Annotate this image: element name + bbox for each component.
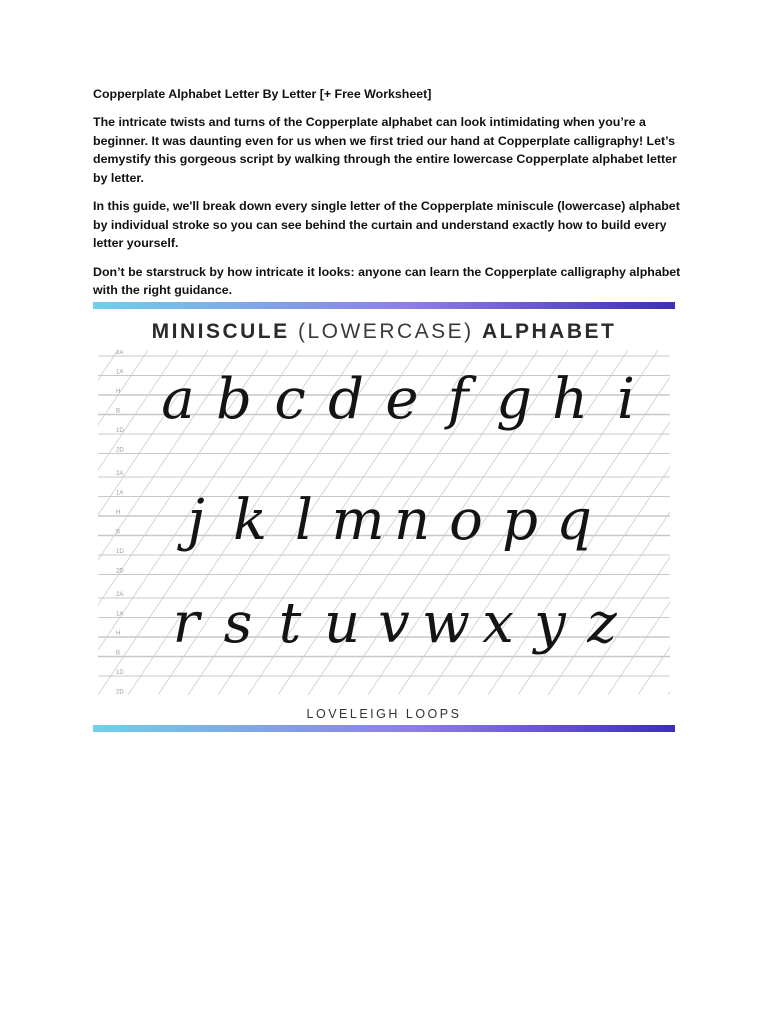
- letter-h: h: [551, 367, 589, 432]
- gradient-bar-bottom: [93, 725, 675, 732]
- letter-u: u: [323, 591, 361, 656]
- guide-label: 2A: [116, 592, 124, 598]
- guide-label: B: [116, 529, 121, 536]
- letter-p: p: [502, 488, 538, 553]
- letter-w: w: [422, 591, 470, 656]
- guide-label: 2A: [116, 350, 124, 356]
- figure-title-part-3: ALPHABET: [482, 320, 617, 343]
- letter-t: t: [278, 591, 302, 656]
- letter-i: i: [617, 367, 635, 432]
- guide-label: H: [116, 510, 121, 516]
- alphabet-worksheet-image: [93, 302, 675, 732]
- paragraph-guide: In this guide, we'll break down every single letter of the Copperplate miniscule (lowercase) alphabet by individual stroke so you can see behind the curtain and understand exactly how to build every letter yourself.: [93, 199, 680, 250]
- practice-sheet: [98, 350, 670, 695]
- letter-z: z: [587, 591, 617, 656]
- figure-title-part-1: MINISCULE: [151, 320, 290, 343]
- guide-label: 1D: [116, 549, 124, 555]
- letter-x: x: [482, 591, 514, 656]
- figure-title: [93, 320, 675, 344]
- guide-label: 1D: [116, 428, 124, 434]
- paragraph-intro: The intricate twists and turns of the Copperplate alphabet can look intimidating when you’re a beginner. It was daunting even for us when we first tried our hand at Copperplate calligraphy! Let’s demystify this gorgeous script by walking through the entire lowercase Copperplate alphabet letter by letter.: [93, 115, 677, 185]
- guide-label: B: [116, 650, 121, 657]
- guide-label: 1A: [116, 611, 124, 618]
- document-body: [93, 86, 683, 310]
- guide-label: 2A: [116, 471, 124, 477]
- guide-label: 2D: [116, 689, 124, 695]
- guide-label: H: [116, 631, 121, 637]
- guide-label: 2D: [116, 447, 124, 454]
- guide-label: 2D: [116, 568, 124, 575]
- guide-label: B: [116, 408, 121, 415]
- letter-s: s: [223, 591, 253, 656]
- guide-label: H: [116, 389, 121, 395]
- slant-guide-line: [668, 350, 670, 695]
- figure-footer-brand: LOVELEIGH LOOPS: [306, 707, 462, 721]
- figure-title-part-2: (LOWERCASE): [297, 320, 474, 343]
- letter-y: y: [534, 591, 566, 656]
- document-title: Copperplate Alphabet Letter By Letter [+ Free Worksheet]: [93, 87, 432, 101]
- letter-j: j: [187, 488, 205, 553]
- paragraph-encouragement: Don’t be starstruck by how intricate it looks: anyone can learn the Copperplate calligraphy alphabet with the right guidance.: [93, 264, 681, 297]
- letter-f: f: [447, 367, 469, 432]
- letter-g: g: [496, 367, 532, 432]
- letter-o: o: [449, 488, 483, 553]
- letter-q: q: [556, 488, 592, 553]
- letter-a: a: [161, 367, 195, 432]
- letter-b: b: [216, 367, 252, 432]
- letter-d: d: [328, 367, 364, 432]
- guide-label: 1A: [116, 490, 124, 497]
- letter-r: r: [172, 591, 200, 656]
- letter-n: n: [393, 488, 431, 553]
- gradient-bar-top: [93, 302, 675, 309]
- letter-e: e: [385, 367, 419, 432]
- letter-c: c: [274, 367, 306, 432]
- letter-l: l: [295, 488, 313, 553]
- letter-k: k: [233, 488, 267, 553]
- guide-label: 1A: [116, 369, 124, 376]
- letter-v: v: [378, 591, 410, 656]
- guide-label: 1D: [116, 670, 124, 676]
- letter-m: m: [331, 488, 385, 553]
